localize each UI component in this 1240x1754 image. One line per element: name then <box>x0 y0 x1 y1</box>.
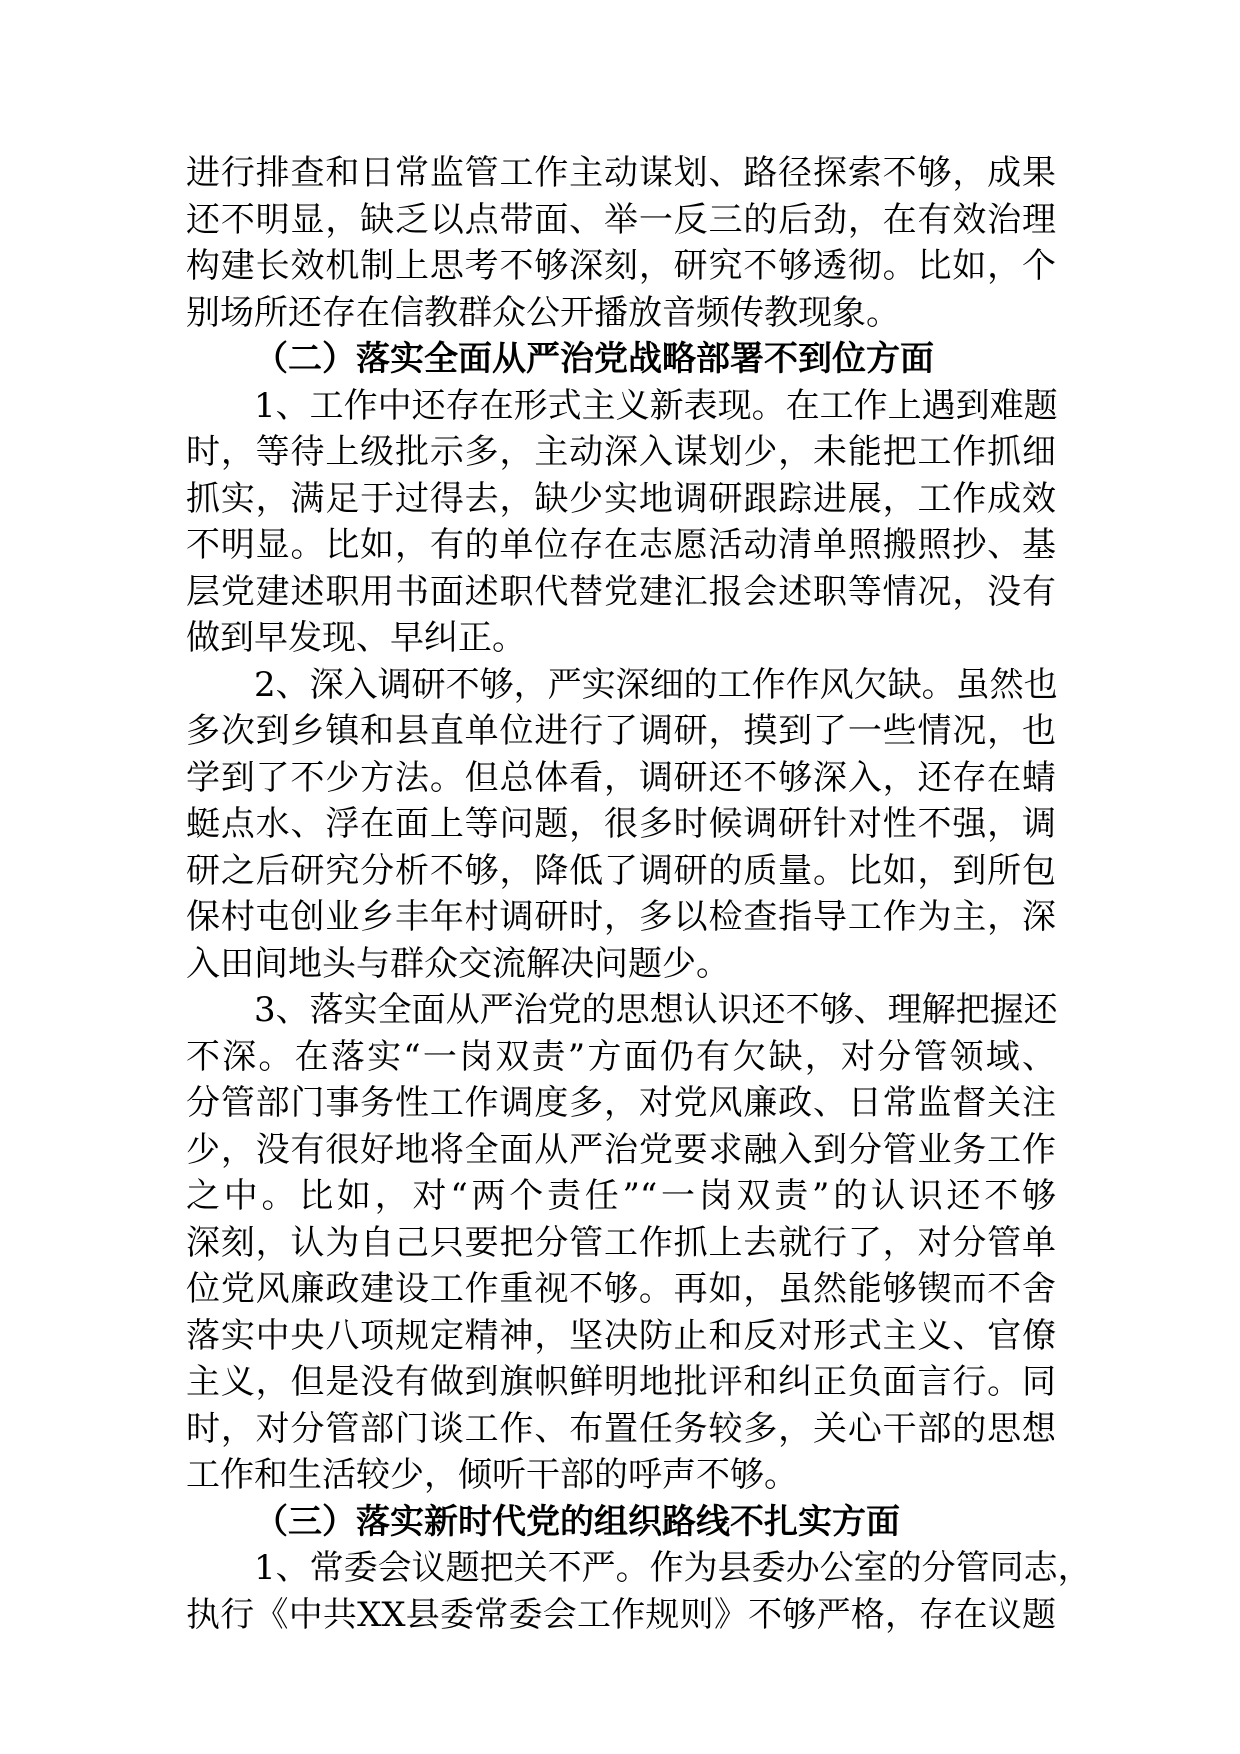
paragraph-item-3 <box>186 987 1056 1499</box>
text-line: 研之后研究分析不够，降低了调研的质量。比如，到所包 <box>186 850 1056 891</box>
text-line: 进行排查和日常监管工作主动谋划、路径探索不够，成果 <box>186 153 1056 193</box>
section-heading-2: （二）落实全面从严治党战略部署不到位方面 <box>254 339 934 379</box>
text-line: 执行《中共XX县委常委会工作规则》不够严格，存在议题 <box>186 1594 1056 1635</box>
text-line: 学到了不少方法。但总体看，调研还不够深入，还存在蜻 <box>186 757 1056 798</box>
text-line: 位党风廉政建设工作重视不够。再如，虽然能够锲而不舍 <box>186 1269 1056 1309</box>
text-line: 蜓点水、浮在面上等问题，很多时候调研针对性不强，调 <box>186 804 1056 844</box>
paragraph-item-2 <box>186 662 1056 988</box>
text-line: 时，对分管部门谈工作、布置任务较多，关心干部的思想 <box>186 1408 1056 1449</box>
text-line: 抓实，满足于过得去，缺少实地调研跟踪进展，工作成效 <box>186 478 1056 519</box>
paragraph-item-1 <box>186 383 1056 662</box>
paragraph-continuation <box>186 150 1056 336</box>
text-line: 不深。在落实“一岗双责”方面仍有欠缺，对分管领域、 <box>186 1036 1056 1077</box>
document-page <box>186 150 1092 1638</box>
text-line: 别场所还存在信教群众公开播放音频传教现象。 <box>186 292 900 333</box>
section-heading-3: （三）落实新时代党的组织路线不扎实方面 <box>254 1501 900 1542</box>
paragraph-item-1-section-3 <box>186 1545 1092 1638</box>
text-line: 2、深入调研不够，严实深细的工作作风欠缺。虽然也 <box>254 664 1058 705</box>
text-line: 时，等待上级批示多，主动深入谋划少，未能把工作抓细 <box>186 432 1056 472</box>
text-line: 深刻，认为自己只要把分管工作抓上去就行了，对分管单 <box>186 1222 1056 1263</box>
text-line: 入田间地头与群众交流解决问题少。 <box>186 943 730 984</box>
text-line: 3、落实全面从严治党的思想认识还不够、理解把握还 <box>254 990 1058 1030</box>
text-line: 1、常委会议题把关不严。作为县委办公室的分管同志， <box>254 1548 1092 1588</box>
text-line: 层党建述职用书面述职代替党建汇报会述职等情况，没有 <box>186 571 1056 612</box>
text-line: 还不明显，缺乏以点带面、举一反三的后劲，在有效治理 <box>186 199 1056 240</box>
text-line: 之中。比如，对“两个责任”“一岗双责”的认识还不够 <box>186 1176 1056 1216</box>
text-line: 保村屯创业乡丰年村调研时，多以检查指导工作为主，深 <box>186 897 1056 937</box>
text-line: 工作和生活较少，倾听干部的呼声不够。 <box>186 1455 798 1495</box>
text-line: 做到早发现、早纠正。 <box>186 618 526 658</box>
text-line: 主义，但是没有做到旗帜鲜明地批评和纠正负面言行。同 <box>186 1362 1056 1402</box>
text-line: 分管部门事务性工作调度多，对党风廉政、日常监督关注 <box>186 1083 1056 1123</box>
text-line: 不明显。比如，有的单位存在志愿活动清单照搬照抄、基 <box>186 525 1056 565</box>
text-line: 1、工作中还存在形式主义新表现。在工作上遇到难题 <box>254 385 1058 426</box>
text-line: 多次到乡镇和县直单位进行了调研，摸到了一些情况，也 <box>186 711 1056 751</box>
text-line: 构建长效机制上思考不够深刻，研究不够透彻。比如，个 <box>186 246 1056 286</box>
text-line: 落实中央八项规定精神，坚决防止和反对形式主义、官僚 <box>186 1315 1056 1356</box>
text-line: 少，没有很好地将全面从严治党要求融入到分管业务工作 <box>186 1129 1056 1170</box>
